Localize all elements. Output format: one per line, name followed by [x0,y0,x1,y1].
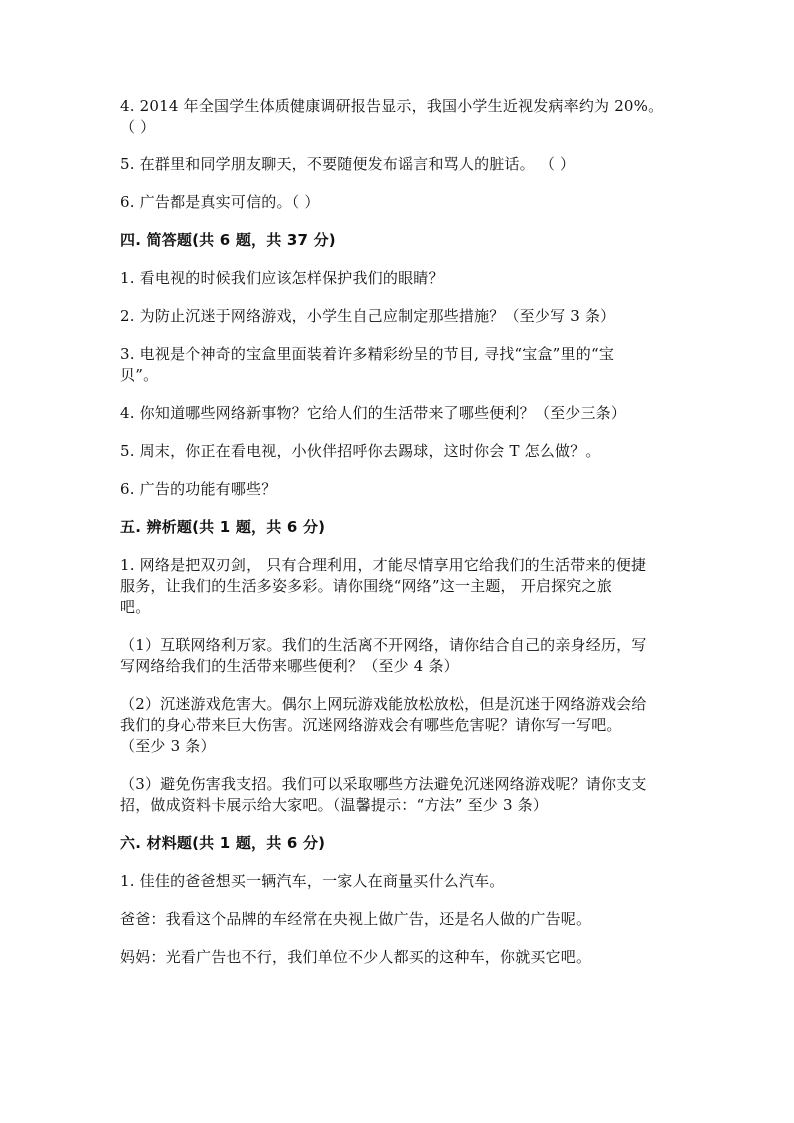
short-answer-question-1: 1. 看电视的时候我们应该怎样保护我们的眼睛？ [120,269,444,287]
analysis-part-3-line-2: 招，做成资料卡展示给大家吧。（温馨提示：“方法” 至少 3 条） [120,796,549,814]
short-answer-question-3-line-1: 3. 电视是个神奇的宝盒里面装着许多精彩纷呈的节目, 寻找“宝盒”里的“宝 [120,345,615,363]
short-answer-question-6: 6. 广告的功能有哪些？ [120,480,277,498]
analysis-part-1-line-1: （1）互联网络利万家。我们的生活离不开网络，请你结合自己的亲身经历，写 [120,636,647,654]
analysis-question-1-line-2: 服务，让我们的生活多姿多彩。请你围绕“网络”这一主题， 开启探究之旅 [120,577,612,595]
section-heading-short-answer: 四. 简答题(共 6 题，共 37 分) [120,231,336,249]
judge-question-5: 5. 在群里和同学朋友聊天，不要随便发布谣言和骂人的脏话。 （ ） [120,155,576,173]
analysis-part-1 [120,635,678,677]
analysis-part-3 [120,774,678,816]
material-question-1: 1. 佳佳的爸爸想买一辆汽车，一家人在商量买什么汽车。 [120,872,505,890]
analysis-part-2-line-2: 我们的身心带来巨大伤害。沉迷网络游戏会有哪些危害呢？请你写一写吧。 [120,716,622,734]
analysis-question-1 [120,555,678,618]
judge-question-6: 6. 广告都是真实可信的。（ ） [120,193,320,211]
section-heading-material: 六. 材料题(共 1 题，共 6 分) [120,834,326,852]
section-heading-analysis: 五. 辨析题(共 1 题，共 6 分) [120,518,326,536]
analysis-part-3-line-1: （3）避免伤害我支招。我们可以采取哪些方法避免沉迷网络游戏呢？请你支支 [120,775,647,793]
analysis-question-1-line-1: 1. 网络是把双刃剑， 只有合理利用，才能尽情享用它给我们的生活带来的便捷 [120,556,647,574]
analysis-part-2-line-3: （至少 3 条） [120,737,216,755]
material-dad-line: 爸爸：我看这个品牌的车经常在央视上做广告，还是名人做的广告呢。 [120,910,592,928]
answer-blank: （ ） [120,118,156,136]
analysis-part-2-line-1: （2）沉迷游戏危害大。偶尔上网玩游戏能放松放松，但是沉迷于网络游戏会给 [120,695,647,713]
short-answer-question-3 [120,344,678,386]
analysis-part-2 [120,694,678,757]
analysis-part-1-line-2: 写网络给我们的生活带来哪些便利？（至少 4 条） [120,657,459,675]
analysis-question-1-line-3: 吧。 [120,598,151,616]
short-answer-question-5: 5. 周末，你正在看电视，小伙伴招呼你去踢球，这时你会 T 怎么做？。 [120,442,601,460]
judge-question-4 [120,96,678,138]
short-answer-question-3-line-2: 贝”。 [120,366,159,384]
material-mom-line: 妈妈：光看广告也不行，我们单位不少人都买的这种车，你就买它吧。 [120,948,592,966]
judge-question-4-text: 4. 2014 年全国学生体质健康调研报告显示，我国小学生近视发病率约为 20%。 [120,97,664,115]
short-answer-question-2: 2. 为防止沉迷于网络游戏，小学生自己应制定那些措施？（至少写 3 条） [120,307,616,325]
short-answer-question-4: 4. 你知道哪些网络新事物？它给人们的生活带来了哪些便利？（至少三条） [120,404,627,422]
